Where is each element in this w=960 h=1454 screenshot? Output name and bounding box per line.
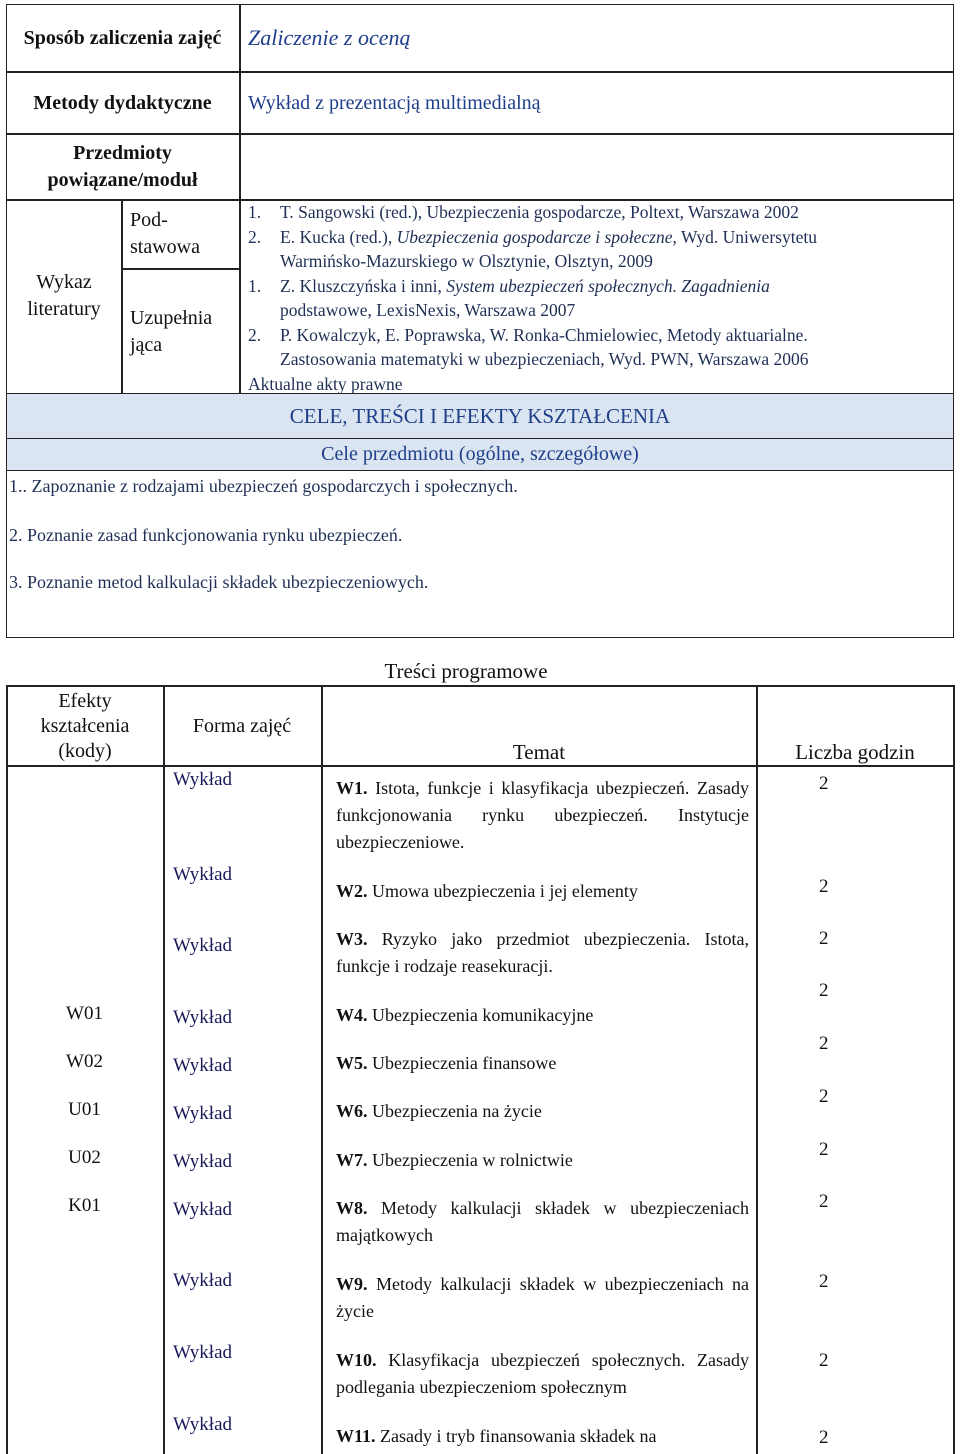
hours-6: 2 [819,1086,829,1107]
forma-9: Wykład [173,1270,233,1291]
metody-value: Wykład z prezentacją multimedialną [248,91,541,114]
lit-text: P. Kowalczyk, E. Poprawska, W. Ronka-Chmielowiec, Metody aktuarialne. [280,324,808,345]
forma-10: Wykład [173,1342,233,1363]
lit-text: E. Kucka (red.), [280,226,397,247]
lit-supp-2-cont [248,347,948,372]
lit-title: System ubezpieczeń społecznych. Zagadnienia [446,275,770,296]
code-k01: K01 [68,1195,101,1216]
przedmioty-label: Przedmioty powiązane/moduł [47,142,198,191]
code-u02: U02 [68,1147,101,1168]
forma-8: Wykład [173,1199,233,1220]
topic-code: W10. [336,1350,377,1370]
forma-6: Wykład [173,1103,233,1124]
cele-subheader: Cele przedmiotu (ogólne, szczegółowe) [6,438,954,471]
forma-3: Wykład [173,935,233,956]
hours-9: 2 [819,1271,829,1292]
lit-num: 1. [248,275,262,296]
topic-6 [336,1098,749,1125]
topic-code: W11. [336,1426,376,1446]
code-w01: W01 [66,1003,103,1024]
col-efekty: Efekty kształcenia (kody) [40,689,130,762]
cele-header: CELE, TREŚCI I EFEKTY KSZTAŁCENIA [6,393,954,439]
tresci-title: Treści programowe [384,659,548,683]
topic-text: Zasady i tryb finansowania składek na [380,1426,657,1446]
topic-text: Ubezpieczenia komunikacyjne [372,1005,594,1025]
lit-supp-1-cont [248,298,948,323]
topic-3 [336,926,749,980]
hours-1: 2 [819,773,829,794]
tresci-col-line [163,685,165,1454]
topic-code: W5. [336,1053,368,1073]
col-line [121,199,123,394]
tresci-headerline [6,765,954,767]
lit-text: Z. Kluszczyńska i inni, [280,275,447,296]
lit-supp-1 [248,274,948,299]
forma-2: Wykład [173,864,233,885]
tresci-col-line [321,685,323,1454]
goal-3: 3. Poznanie metod kalkulacji składek ubezpieczeniowych. [9,572,429,592]
hours-3: 2 [819,928,829,949]
code-w02: W02 [66,1051,103,1072]
forma-5: Wykład [173,1055,233,1076]
forma-11: Wykład [173,1414,233,1435]
topic-4 [336,1002,749,1029]
goal-1: 1.. Zapoznanie z rodzajami ubezpieczeń gospodarczych i społecznych. [9,476,518,496]
lit-basic-1 [248,200,948,225]
sposob-value: Zaliczenie z oceną [248,25,411,50]
forma-1: Wykład [173,769,233,790]
topic-code: W1. [336,778,368,798]
lit-num: 1. [248,202,262,222]
topic-text: Metody kalkulacji składek w ubezpieczeniach majątkowych [336,1198,749,1245]
row-line [121,268,241,270]
topic-2 [336,878,749,905]
forma-4: Wykład [173,1007,233,1028]
col-godziny: Liczba godzin [795,740,915,764]
topic-code: W2. [336,881,368,901]
topic-8 [336,1195,749,1249]
lit-text: Warmińsko-Mazurskiego w Olsztynie, Olsztyn, 2009 [280,251,653,271]
topic-text: Ubezpieczenia na życie [372,1101,542,1121]
topic-text: Istota, funkcje i klasyfikacja ubezpieczeń. Zasady funkcjonowania rynku ubezpieczeń. Instytucje ubezpieczeniowe. [336,778,749,852]
topic-9 [336,1271,749,1325]
lit-num: 2. [248,226,262,247]
lit-text: Zastosowania matematyki w ubezpieczeniach, Wyd. PWN, Warszawa 2006 [280,349,809,369]
topic-text: Umowa ubezpieczenia i jej elementy [372,881,638,901]
lit-text: , LexisNexis, Warszawa 2007 [367,300,576,320]
topic-1 [336,775,749,856]
przedmioty-value [248,136,948,198]
topic-code: W6. [336,1101,368,1121]
topic-code: W9. [336,1274,368,1294]
lit-supp-2 [248,323,948,348]
topic-code: W4. [336,1005,368,1025]
podstawowa-label: Pod-stawowa [130,209,200,258]
lit-title: Ubezpieczenia gospodarcze i społeczne [396,226,673,247]
topic-text: Metody kalkulacji składek w ubezpieczeniach na życie [336,1274,750,1321]
col-temat: Temat [512,740,566,764]
topic-11 [336,1423,749,1450]
sposob-label: Sposób zaliczenia zajęć [23,26,222,49]
topic-code: W3. [336,929,368,949]
topic-code: W7. [336,1150,368,1170]
tresci-right-border [953,685,955,1454]
row-line [6,133,954,135]
topic-text: Ubezpieczenia finansowe [372,1053,557,1073]
topic-10 [336,1347,749,1401]
hours-5: 2 [819,1033,829,1054]
col-forma: Forma zajęć [192,714,292,737]
lit-text: T. Sangowski (red.), Ubezpieczenia gospodarcze, Poltext, Warszawa 2002 [280,202,799,222]
topic-text: Ryzyko jako przedmiot ubezpieczenia. Istota, funkcje i rodzaje reasekuracji. [336,929,749,976]
lit-text: , Wyd. Uniwersytetu [672,226,817,247]
tresci-topline [6,685,954,687]
code-u01: U01 [68,1099,101,1120]
lit-num: 2. [248,324,262,345]
lit-basic-2-cont [248,249,948,274]
metody-label: Metody dydaktyczne [33,91,212,114]
lit-text: podstawowe [280,300,368,320]
lit-extra: Aktualne akty prawne [248,373,403,394]
topic-text: Klasyfikacja ubezpieczeń społecznych. Zasady podlegania ubezpieczeniom społecznym [336,1350,749,1397]
topic-5 [336,1050,749,1077]
tresci-col-line [756,685,758,1454]
hours-4: 2 [819,980,829,1001]
lit-basic-2 [248,225,948,250]
hours-7: 2 [819,1139,829,1160]
topic-7 [336,1147,749,1174]
row-line [6,71,954,73]
topic-text: Ubezpieczenia w rolnictwie [372,1150,573,1170]
hours-10: 2 [819,1350,829,1371]
wykaz-label: Wykaz literatury [27,271,101,320]
hours-11: 2 [819,1427,829,1448]
hours-2: 2 [819,876,829,897]
uzupelniajaca-label: Uzupełnia jąca [130,307,213,356]
topic-code: W8. [336,1198,368,1218]
goal-2: 2. Poznanie zasad funkcjonowania rynku ubezpieczeń. [9,525,403,545]
hours-8: 2 [819,1191,829,1212]
literature-list [248,200,948,396]
forma-7: Wykład [173,1151,233,1172]
